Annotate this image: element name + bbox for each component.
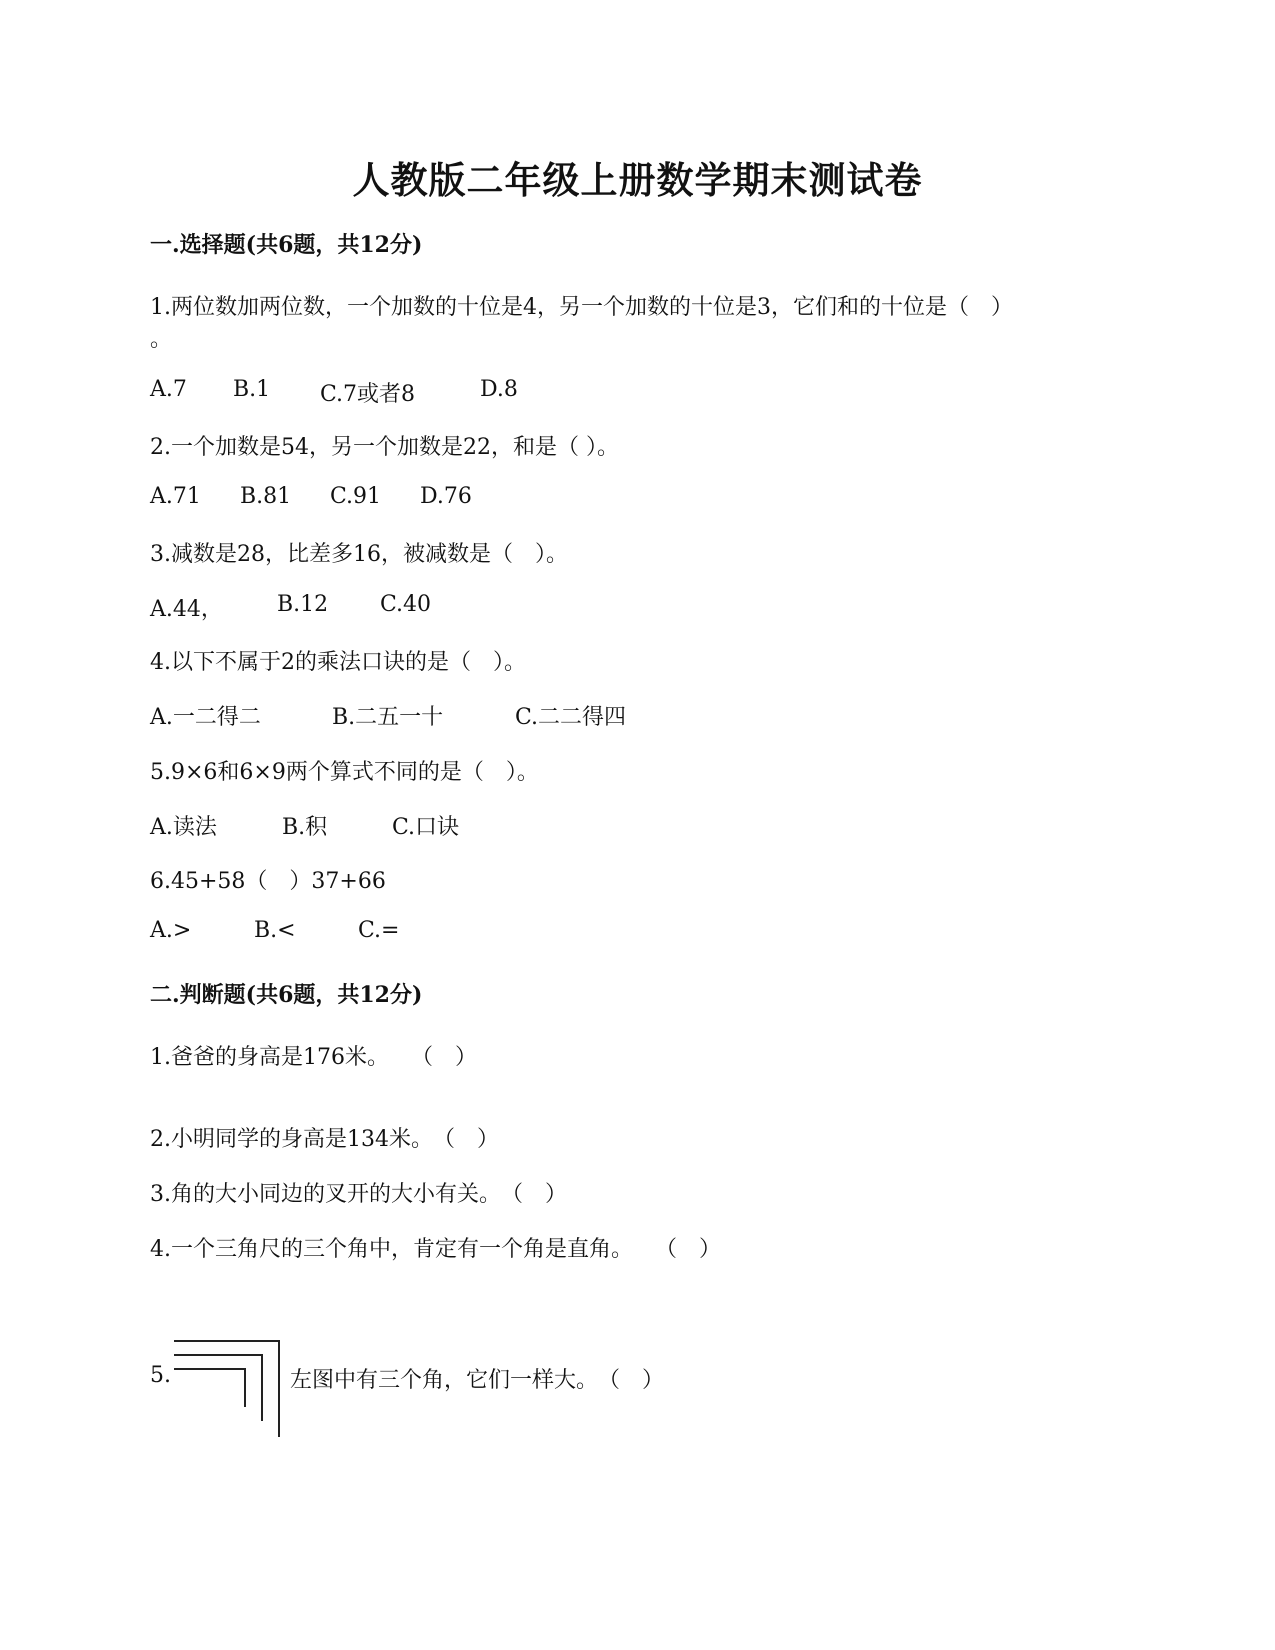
q2-option-a: A.71 bbox=[150, 484, 201, 509]
q3-option-c: C.40 bbox=[380, 592, 432, 617]
q2-option-b: B.81 bbox=[240, 484, 292, 509]
page-title: 人教版二年级上册数学期末测试卷 bbox=[352, 158, 923, 202]
q4-option-c: C.二二得四 bbox=[515, 705, 627, 730]
question-4: 4.以下不属于2的乘法口诀的是（ ）。 bbox=[150, 650, 526, 675]
question-6: 6.45+58（ ）37+66 bbox=[150, 869, 386, 894]
q5-option-b: B.积 bbox=[282, 815, 328, 840]
q3-option-a: A.44， bbox=[150, 597, 223, 622]
q2-option-d: D.76 bbox=[420, 484, 472, 509]
judgment-1: 1.爸爸的身高是176米。 （ ） bbox=[150, 1045, 477, 1070]
question-3: 3.减数是28，比差多16，被减数是（ ）。 bbox=[150, 542, 568, 567]
question-5: 5.9×6和6×9两个算式不同的是（ ）。 bbox=[150, 760, 539, 785]
q1-option-c: C.7或者8 bbox=[320, 382, 416, 407]
section-heading-choice: 一.选择题(共6题，共12分) bbox=[150, 232, 423, 258]
inner-angle-line bbox=[174, 1369, 245, 1407]
q3-option-b: B.12 bbox=[277, 592, 329, 617]
q6-option-b: B.< bbox=[254, 918, 296, 943]
question-1: 1.两位数加两位数，一个加数的十位是4，另一个加数的十位是3，它们和的十位是（ ） bbox=[150, 295, 1013, 320]
judgment-4: 4.一个三角尺的三个角中，肯定有一个角是直角。 （ ） bbox=[150, 1237, 721, 1262]
middle-angle-line bbox=[174, 1355, 262, 1421]
q6-option-c: C.= bbox=[358, 918, 400, 943]
q4-option-b: B.二五一十 bbox=[332, 705, 444, 730]
q4-option-a: A.一二得二 bbox=[150, 705, 261, 730]
question-1-continuation: 。 bbox=[150, 327, 173, 352]
three-angles-figure bbox=[172, 1337, 287, 1437]
judgment-5-text: 左图中有三个角，它们一样大。 （ ） bbox=[290, 1368, 665, 1393]
q5-option-a: A.读法 bbox=[150, 815, 217, 840]
judgment-3: 3.角的大小同边的叉开的大小有关。 （ ） bbox=[150, 1182, 567, 1207]
q1-option-b: B.1 bbox=[233, 377, 271, 402]
q6-option-a: A.> bbox=[150, 918, 192, 943]
q2-option-c: C.91 bbox=[330, 484, 382, 509]
section-heading-judgment: 二.判断题(共6题，共12分) bbox=[150, 982, 423, 1008]
judgment-2: 2.小明同学的身高是134米。 （ ） bbox=[150, 1127, 499, 1152]
q1-option-d: D.8 bbox=[480, 377, 518, 402]
q1-option-a: A.7 bbox=[150, 377, 187, 402]
question-2: 2.一个加数是54，另一个加数是22，和是（ ）。 bbox=[150, 435, 619, 460]
q5-option-c: C.口诀 bbox=[392, 815, 460, 840]
judgment-5-number: 5. bbox=[150, 1363, 171, 1388]
